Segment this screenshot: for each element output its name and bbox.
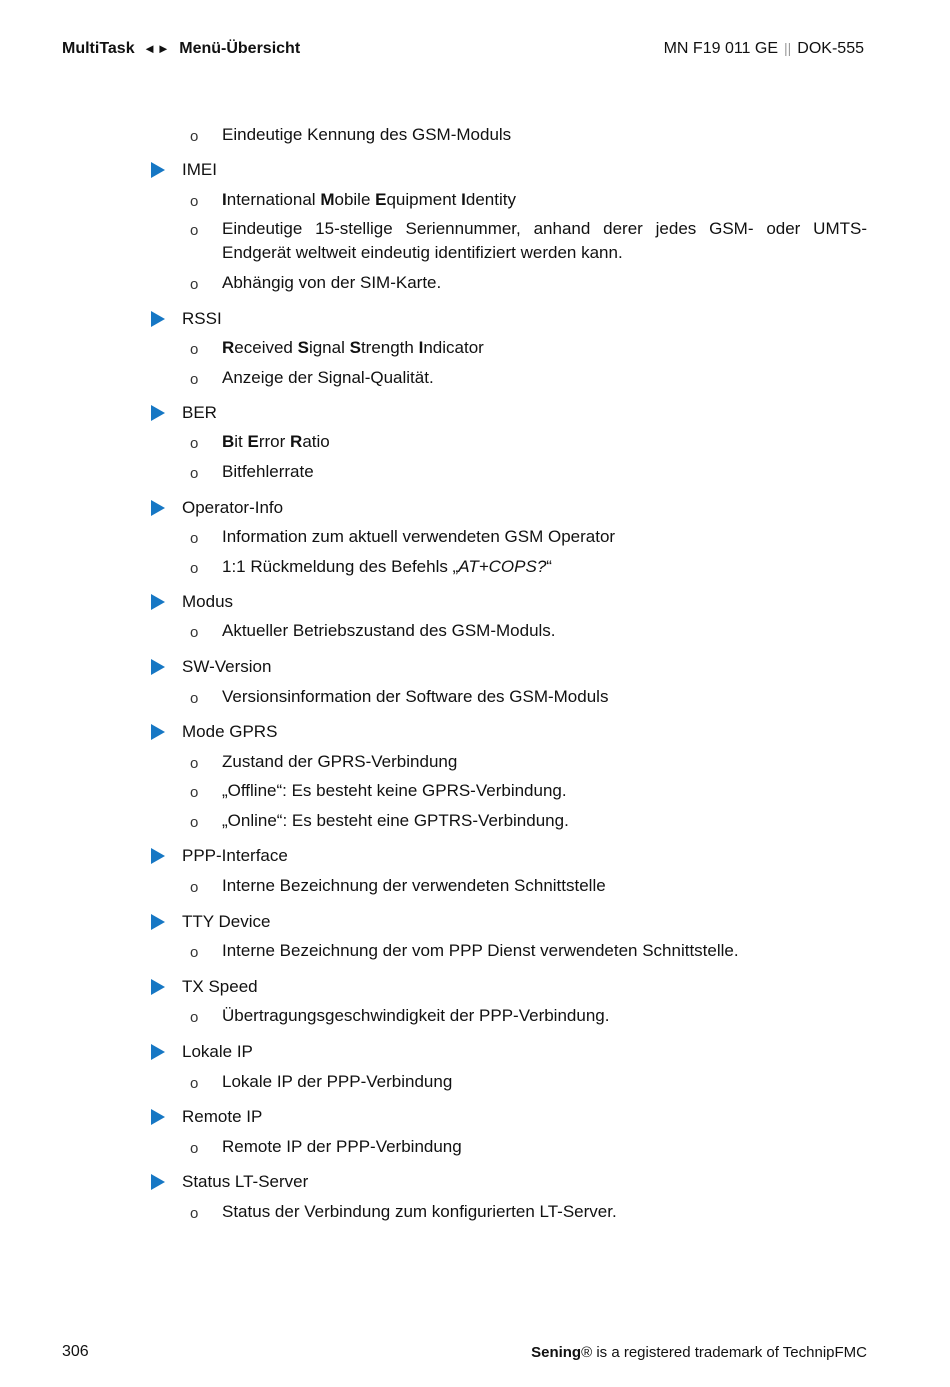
entry-text: Status der Verbindung zum konfigurierten LT-Server.	[222, 1202, 617, 1221]
menu-entry-detail	[190, 555, 867, 579]
entry-text: obile	[334, 190, 376, 209]
entry-text: Information zum aktuell verwendeten GSM Operator	[222, 527, 616, 546]
menu-entry-detail	[190, 939, 867, 963]
menu-entry-detail	[190, 1135, 867, 1159]
entry-text: Modus	[182, 592, 234, 611]
entry-text: Aktueller Betriebszustand des GSM-Moduls.	[222, 621, 556, 640]
menu-entry	[182, 307, 222, 331]
entry-text: rror	[258, 432, 291, 451]
entry-text: quipment	[386, 190, 462, 209]
entry-text: S	[297, 338, 309, 357]
entry-text: I	[461, 190, 466, 209]
circle-bullet-icon: o	[190, 1075, 199, 1092]
circle-bullet-icon: o	[190, 944, 199, 961]
entry-text: trength	[360, 338, 419, 357]
entry-text: BER	[182, 403, 217, 422]
menu-entry	[182, 844, 288, 868]
entry-text: S	[349, 338, 361, 357]
circle-bullet-icon: o	[190, 222, 199, 239]
menu-entry	[182, 590, 233, 614]
menu-entry-detail	[190, 460, 867, 484]
entry-text: Versionsinformation der Software des GSM-Moduls	[222, 687, 609, 706]
triangle-right-icon	[151, 162, 165, 178]
triangle-right-icon	[151, 724, 165, 740]
menu-entry-detail	[190, 1004, 867, 1028]
menu-entry-detail	[190, 750, 867, 774]
menu-entry-detail	[190, 685, 867, 709]
triangle-right-icon	[151, 405, 165, 421]
menu-entry-detail	[190, 430, 867, 454]
entry-text: Remote IP	[182, 1107, 263, 1126]
triangle-right-icon	[151, 311, 165, 327]
circle-bullet-icon: o	[190, 784, 199, 801]
page-number: 306	[62, 1343, 89, 1360]
circle-bullet-icon: o	[190, 1205, 199, 1222]
left-right-arrows-icon: ◄►	[143, 41, 171, 56]
circle-bullet-icon: o	[190, 530, 199, 547]
menu-entry-detail	[190, 188, 867, 212]
menu-entry-detail	[190, 1200, 867, 1224]
entry-text: atio	[302, 432, 330, 451]
entry-text: Interne Bezeichnung der vom PPP Dienst verwendeten Schnittstelle.	[222, 941, 739, 960]
menu-entry	[182, 1040, 253, 1064]
menu-entry	[182, 975, 258, 999]
menu-entry	[182, 720, 277, 744]
triangle-right-icon	[151, 1174, 165, 1190]
document-code: MN F19 011 GE	[663, 40, 779, 57]
trademark-text: ® is a registered trademark of TechnipFMC	[581, 1344, 867, 1361]
entry-text: ndicator	[423, 338, 484, 357]
header-separator: ||	[784, 40, 792, 56]
menu-entry-detail	[190, 874, 867, 898]
menu-entry	[182, 1170, 308, 1194]
page-header-left	[62, 40, 300, 58]
circle-bullet-icon: o	[190, 755, 199, 772]
menu-entry-detail	[190, 809, 867, 833]
entry-text: Status LT-Server	[182, 1172, 309, 1191]
entry-text: Zustand der GPRS-Verbindung	[222, 752, 458, 771]
entry-text: 1:1 Rückmeldung des Befehls „	[222, 557, 459, 576]
entry-text: E	[375, 190, 387, 209]
circle-bullet-icon: o	[190, 560, 199, 577]
triangle-right-icon	[151, 659, 165, 675]
entry-text: TTY Device	[182, 912, 271, 931]
menu-entry-detail	[190, 366, 867, 390]
circle-bullet-icon: o	[190, 435, 199, 452]
menu-entry	[182, 401, 217, 425]
menu-entry-detail	[190, 619, 867, 643]
entry-text: RSSI	[182, 309, 222, 328]
entry-text: Lokale IP der PPP-Verbindung	[222, 1072, 453, 1091]
entry-text: Abhängig von der SIM-Karte.	[222, 273, 442, 292]
entry-text: Bitfehlerrate	[222, 462, 314, 481]
triangle-right-icon	[151, 914, 165, 930]
entry-text: Remote IP der PPP-Verbindung	[222, 1137, 462, 1156]
entry-text: R	[222, 338, 235, 357]
circle-bullet-icon: o	[190, 128, 199, 145]
entry-text: Übertragungsgeschwindigkeit der PPP-Verbindung.	[222, 1006, 610, 1025]
menu-entry-detail	[190, 271, 867, 295]
triangle-right-icon	[151, 1109, 165, 1125]
entry-text: I	[418, 338, 424, 357]
menu-entry-detail	[190, 525, 867, 549]
entry-text: eceived	[234, 338, 298, 357]
entry-text: I	[222, 190, 227, 209]
entry-text: AT+COPS?	[458, 557, 547, 576]
entry-text: „Offline“: Es besteht keine GPRS-Verbindung.	[222, 781, 567, 800]
entry-text: nternational	[226, 190, 321, 209]
product-name: MultiTask	[62, 40, 135, 57]
circle-bullet-icon: o	[190, 1140, 199, 1157]
menu-entry-detail	[190, 336, 867, 360]
circle-bullet-icon: o	[190, 341, 199, 358]
entry-text: “	[546, 557, 552, 576]
circle-bullet-icon: o	[190, 465, 199, 482]
menu-entry	[182, 158, 217, 182]
brand-name: Sening	[531, 1344, 582, 1361]
entry-text: Interne Bezeichnung der verwendeten Schnittstelle	[222, 876, 606, 895]
entry-text: it	[234, 432, 248, 451]
menu-entry	[182, 655, 271, 679]
entry-text: IMEI	[182, 160, 217, 179]
menu-entry-detail	[190, 1070, 867, 1094]
entry-text: SW-Version	[182, 657, 272, 676]
triangle-right-icon	[151, 500, 165, 516]
circle-bullet-icon: o	[190, 624, 199, 641]
entry-text: ignal	[308, 338, 350, 357]
entry-text: R	[290, 432, 303, 451]
entry-text: B	[222, 432, 235, 451]
triangle-right-icon	[151, 594, 165, 610]
entry-text: dentity	[465, 190, 516, 209]
menu-entry-detail	[190, 217, 867, 265]
triangle-right-icon	[151, 848, 165, 864]
menu-entry	[182, 1105, 262, 1129]
entry-text: Eindeutige Kennung des GSM-Moduls	[222, 125, 512, 144]
entry-text: E	[247, 432, 259, 451]
circle-bullet-icon: o	[190, 690, 199, 707]
circle-bullet-icon: o	[190, 276, 199, 293]
circle-bullet-icon: o	[190, 193, 199, 210]
entry-text: PPP-Interface	[182, 846, 288, 865]
entry-text: Eindeutige 15-stellige Seriennummer, anhand derer jedes GSM- oder UMTS-Endgerät weltweit eindeutig identifiziert werden kann.	[222, 219, 867, 262]
entry-text: Lokale IP	[182, 1042, 253, 1061]
circle-bullet-icon: o	[190, 879, 199, 896]
circle-bullet-icon: o	[190, 1009, 199, 1026]
menu-entry-detail	[190, 123, 867, 147]
entry-text: Anzeige der Signal-Qualität.	[222, 368, 434, 387]
document-id: DOK-555	[797, 40, 864, 57]
entry-text: M	[320, 190, 335, 209]
menu-entry-detail	[190, 779, 867, 803]
circle-bullet-icon: o	[190, 371, 199, 388]
triangle-right-icon	[151, 1044, 165, 1060]
menu-entry	[182, 910, 271, 934]
trademark-notice	[531, 1344, 867, 1361]
entry-text: „Online“: Es besteht eine GPTRS-Verbindung.	[222, 811, 569, 830]
entry-text: Mode GPRS	[182, 722, 278, 741]
circle-bullet-icon: o	[190, 814, 199, 831]
page-header-right	[664, 40, 864, 58]
entry-text: Operator-Info	[182, 498, 284, 517]
triangle-right-icon	[151, 979, 165, 995]
entry-text: TX Speed	[182, 977, 258, 996]
menu-entry	[182, 496, 283, 520]
section-title: Menü-Übersicht	[179, 40, 301, 57]
